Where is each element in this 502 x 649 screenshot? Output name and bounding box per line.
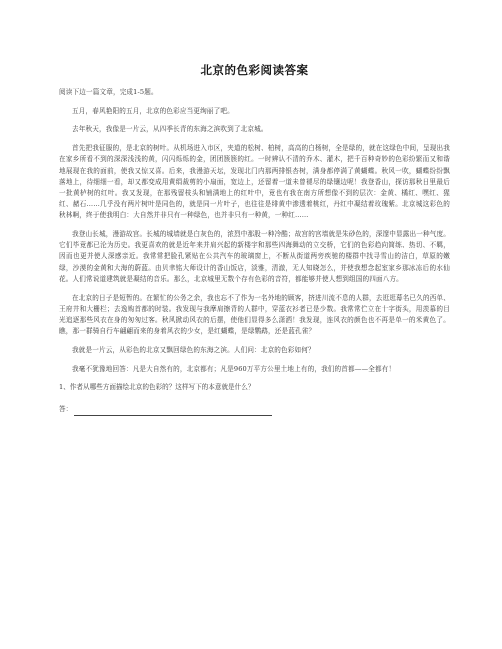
answer-row [59,404,450,415]
paragraph: 首先把我征服的，是北京的树叶。从机场进入市区，夹道的松树、柏树，高高的白杨树，全是绿的，就在这绿色中间，呈现出我在家乡所看不到的深深浅浅的黄，闪闪烁烁的金，团团簇簇的红。一时辨认不清的乔木、灌木，把千百种奇妙的色彩纷繁而又和谐地展现在我的面前，使我又惊又喜。后来，我漫游天坛，发现北门内那两排银杏树，满身都停满了黄蝴蝶。秋风一吹，蝴蝶纷纷飘落地上，待细细一看，却又都变成用黄绢裁剪的小扇面，宽边上，还留着一道未曾褪尽的绿镶边呢！我登香山，探访那秋日里最后一批黄栌树的红叶。我又发现，在那残留枝头和铺满地上的红叶中，竟也有我在南方所想像不到的层次：金黄、橘红、嘿红、猩红、赭石……几乎没有两片树叶是同色的，就是同一片叶子，也往往是绯黄中渗透着桃红，丹红中凝结着玫瑰紫。北京城这彩色的秋林啊，终于使我明白：大自然并非只有一种绿色，也并非只有一种黄，一种红…… [59,144,450,220]
paragraph: 我登山长城，漫游故宫。长城的城墙就是白灰色的，浓烈中那股一种冷酷；故宫的宫墙就是朱砂色的，深邃中显露出一种气度。它们毕竟都已沦为历史。我更喜欢的就是近年来并肩兴起的新楼宇和那些四海舞动的立交桥，它们的色彩趋向简练、热切、不羁，因而也更并使人深感亲近。我常常把脸孔紧贴在公共汽车的玻璃窗上，不断从街道两旁疾驰的楼群中找寻雪山的洁白，草原的嫩绿，沙漠的金黄和大海的蔚蓝。由贝聿铭大师设计的香山饭店，淡雅，清澈，无人知晓怎么，并使我想念起室家乡那冰冻后的水仙花。人们常说道建筑就是凝结的音乐。那么，北京城里无数个存有色彩的音符，都能够并使人想到组国的四面八方。 [59,230,450,283]
paragraph: 在北京的日子是短暂的。在繁忙的公务之余，我也忘不了作为一名外地的顾客，挤进川流不息的人群，去逛逛幕名已久的西单、王府井和大栅栏；去逸购首都的时装。我发现与我摩肩擦背的人群中，穿蓝衣衫者已是少数。我常常伫立在十字街头，用羡慕的目光追逐那些风衣在身的匆匆过客。秋风掀动风衣的后摆，使他们显得多么潇洒！我发现，连风衣的颜色也不再是单一的米黄色了。瞧，那一群骑自行车翩翩而来的身着风衣的少女，是红蝴蝶，是绿鹦鹉，还是蓝孔雀？ [59,293,450,336]
answer-label: 答： [59,405,73,414]
answer-blank-line[interactable] [74,407,272,416]
paragraph: 我就是一片云，从彩色的北京又飘回绿色的东海之滨。人们问：北京的色彩如何？ [72,345,315,354]
paragraph: 去年秋天，我像是一片云，从四季长青的东海之滨吹到了北京城。 [72,125,268,134]
question-1: 1、作者从哪些方面描绘北京的色彩的？这样写下的本意就是什么？ [59,383,255,392]
paragraph: 我毫不犹豫地回答：凡是大自然有的，北京都有；凡是960万平方公里土地上有的，我们的首都——全都有！ [72,364,396,373]
document-title: 北京的色彩阅读答案 [200,63,309,77]
instruction-text: 阅读下边一篇文章，完成1-5题。 [59,88,158,96]
paragraph: 五月，春风艳阳的五月，北京的色彩应当更绚丽了吧。 [72,106,234,115]
